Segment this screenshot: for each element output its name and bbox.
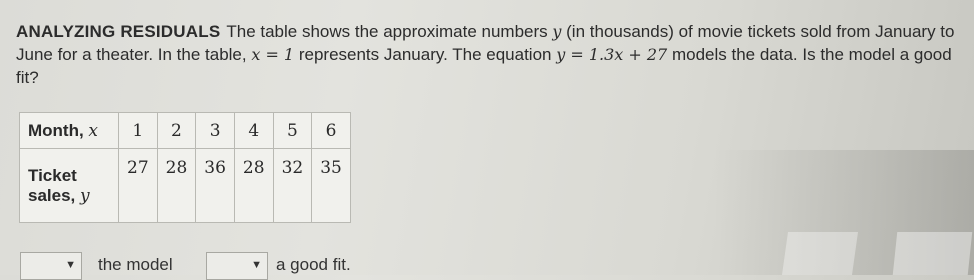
- table-cell: 4: [234, 113, 273, 149]
- table-cell: 6: [312, 113, 351, 149]
- table-cell: 27: [119, 149, 158, 223]
- row-header-sales: Ticket sales, y: [20, 149, 119, 223]
- table-cell: 32: [273, 149, 312, 223]
- row-header-month: Month, x: [20, 113, 119, 149]
- table-row: [20, 113, 351, 149]
- chevron-down-icon: ▼: [65, 259, 76, 271]
- problem-text: represents January. The equation: [294, 45, 557, 64]
- table-cell: 35: [312, 149, 351, 223]
- equation-x-equals-1: x = 1: [251, 45, 295, 64]
- table-cell: 3: [196, 113, 235, 149]
- problem-text: The table shows the approximate numbers: [226, 22, 553, 41]
- answer-text: a good fit.: [276, 255, 351, 274]
- problem-text: (in thousands) of movie tickets sold from January to June for a theater. In the table,: [16, 22, 955, 64]
- answer-dropdown-1[interactable]: [20, 252, 82, 280]
- table-row: [20, 149, 351, 223]
- problem-text: models the data. Is the model a good fit?: [16, 45, 952, 87]
- table-cell: 28: [157, 149, 196, 223]
- table-cell: 5: [273, 113, 312, 149]
- table-cell: 36: [196, 149, 235, 223]
- table-cell: 1: [119, 113, 158, 149]
- chevron-down-icon: ▼: [251, 259, 262, 271]
- table-cell: 2: [157, 113, 196, 149]
- table-cell: 28: [234, 149, 273, 223]
- problem-statement: [16, 20, 966, 89]
- answer-dropdown-2[interactable]: [206, 252, 268, 280]
- answer-sentence: [20, 252, 920, 275]
- problem-heading: ANALYZING RESIDUALS: [16, 22, 221, 41]
- answer-text: the model: [98, 255, 173, 274]
- model-equation: y = 1.3x + 27: [556, 45, 668, 64]
- variable-y: y: [552, 22, 562, 41]
- data-table: [19, 112, 351, 223]
